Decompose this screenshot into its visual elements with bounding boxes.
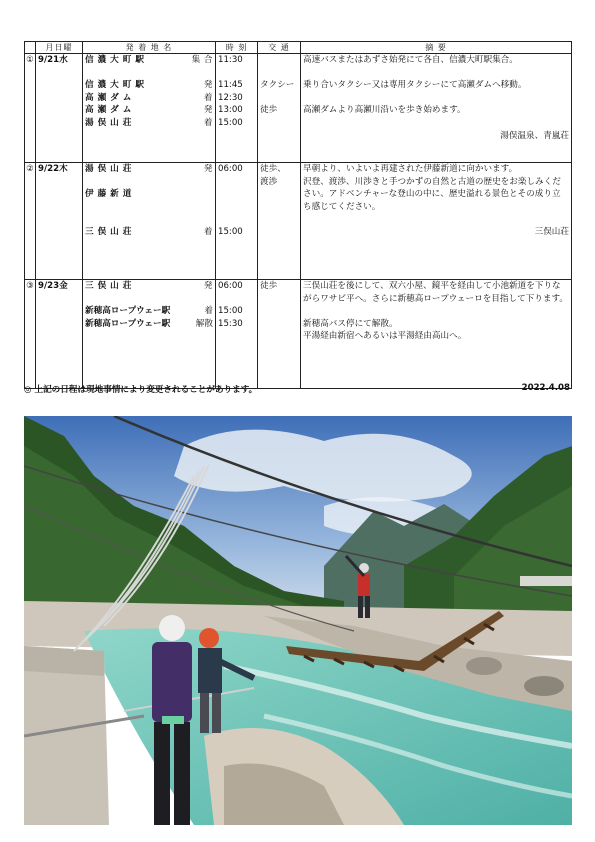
place-line: 三 俣 山 荘 着 <box>85 226 213 237</box>
river-crossing-illustration <box>24 416 572 825</box>
header-summary: 摘 要 <box>301 42 572 54</box>
transport-cell: 徒歩、 渡渉 <box>258 163 301 280</box>
place-line: 湯 俣 山 荘 着 <box>85 117 213 128</box>
place-cell <box>83 280 216 389</box>
summary-cell: 早朝より、いよいよ再建された伊藤新道に向かいます。 沢登、渡渉、川渉きと手つかずの自然と古道の歴史をお楽しみください。アドベンチャーな登山の中に、歴史溢れる景色とその成り立ち感じてください。 三俣山荘 <box>301 163 572 280</box>
boulder <box>524 676 564 696</box>
place-line: 信 濃 大 町 駅 発 <box>85 80 213 91</box>
day-date: 9/21水 <box>36 54 83 163</box>
place-line: 伊 藤 新 道 <box>85 189 132 200</box>
header-no <box>25 42 36 54</box>
table-row <box>25 163 572 280</box>
concrete-pier-top <box>24 646 104 676</box>
time-cell: 06:00 15:00 15:30 <box>216 280 258 389</box>
summary-cell: 三俣山荘を後にして、双六小屋、鏡平を経由して小池新道を下りながらワサビ平へ。さらに新穂高ロープウェーロを目指して下ります。 新穂高バス停にて解散。 平湯経由新宿へあるいは平湯経由高山へ。 <box>301 280 572 389</box>
place-cell <box>83 54 216 163</box>
place-line: 信 濃 大 町 駅 集 合 <box>85 55 213 65</box>
transport-cell: タクシー 徒歩 <box>258 54 301 163</box>
table-row <box>25 54 572 163</box>
lodging-label: 湯俣温泉、青嵐荘 <box>500 130 569 141</box>
suspension-bridge-photo <box>24 416 572 825</box>
day-number: ② <box>25 163 36 280</box>
schedule-table <box>24 41 572 389</box>
day-date: 9/22木 <box>36 163 83 280</box>
hut-roof <box>520 576 572 586</box>
place-cell <box>83 163 216 280</box>
hiker-white-helmet <box>152 615 192 825</box>
table-row <box>25 280 572 389</box>
table-header-row <box>25 42 572 54</box>
place-line: 湯 俣 山 荘 発 <box>85 164 213 174</box>
summary-cell: 高速バスまたはあずさ始発にて各自、信濃大町駅集合。 乗り合いタクシー又は専用タクシーにて高瀬ダムへ移動。 高瀬ダムより高瀬川沿いを歩き始めます。 湯俣温泉、青嵐荘 <box>301 54 572 163</box>
place-line: 三 俣 山 荘 発 <box>85 281 213 291</box>
place-line: 高 瀬 ダ ム 発 <box>85 105 213 116</box>
document-date: 2022.4.08 <box>521 383 570 393</box>
time-cell: 06:00 15:00 <box>216 163 258 280</box>
header-time: 時 刻 <box>216 42 258 54</box>
day-number: ① <box>25 54 36 163</box>
schedule-change-note: ◎ 上記の日程は現地事情により変更されることがあります。 <box>24 385 258 395</box>
time-cell: 11:30 11:45 12:30 13:00 15:00 <box>216 54 258 163</box>
place-line: 新穂高ロープウェー駅 解散 <box>85 318 213 329</box>
place-line: 新穂高ロープウェー駅 着 <box>85 306 213 317</box>
header-transport: 交 通 <box>258 42 301 54</box>
header-date: 月日曜 <box>36 42 83 54</box>
transport-cell: 徒歩 <box>258 280 301 389</box>
lodging-label: 三俣山荘 <box>534 226 569 237</box>
place-line: 高 瀬 ダ ム 着 <box>85 92 213 103</box>
boulder <box>466 657 502 675</box>
day-number: ③ <box>25 280 36 389</box>
header-place: 発 着 地 名 <box>83 42 216 54</box>
day-date: 9/23金 <box>36 280 83 389</box>
